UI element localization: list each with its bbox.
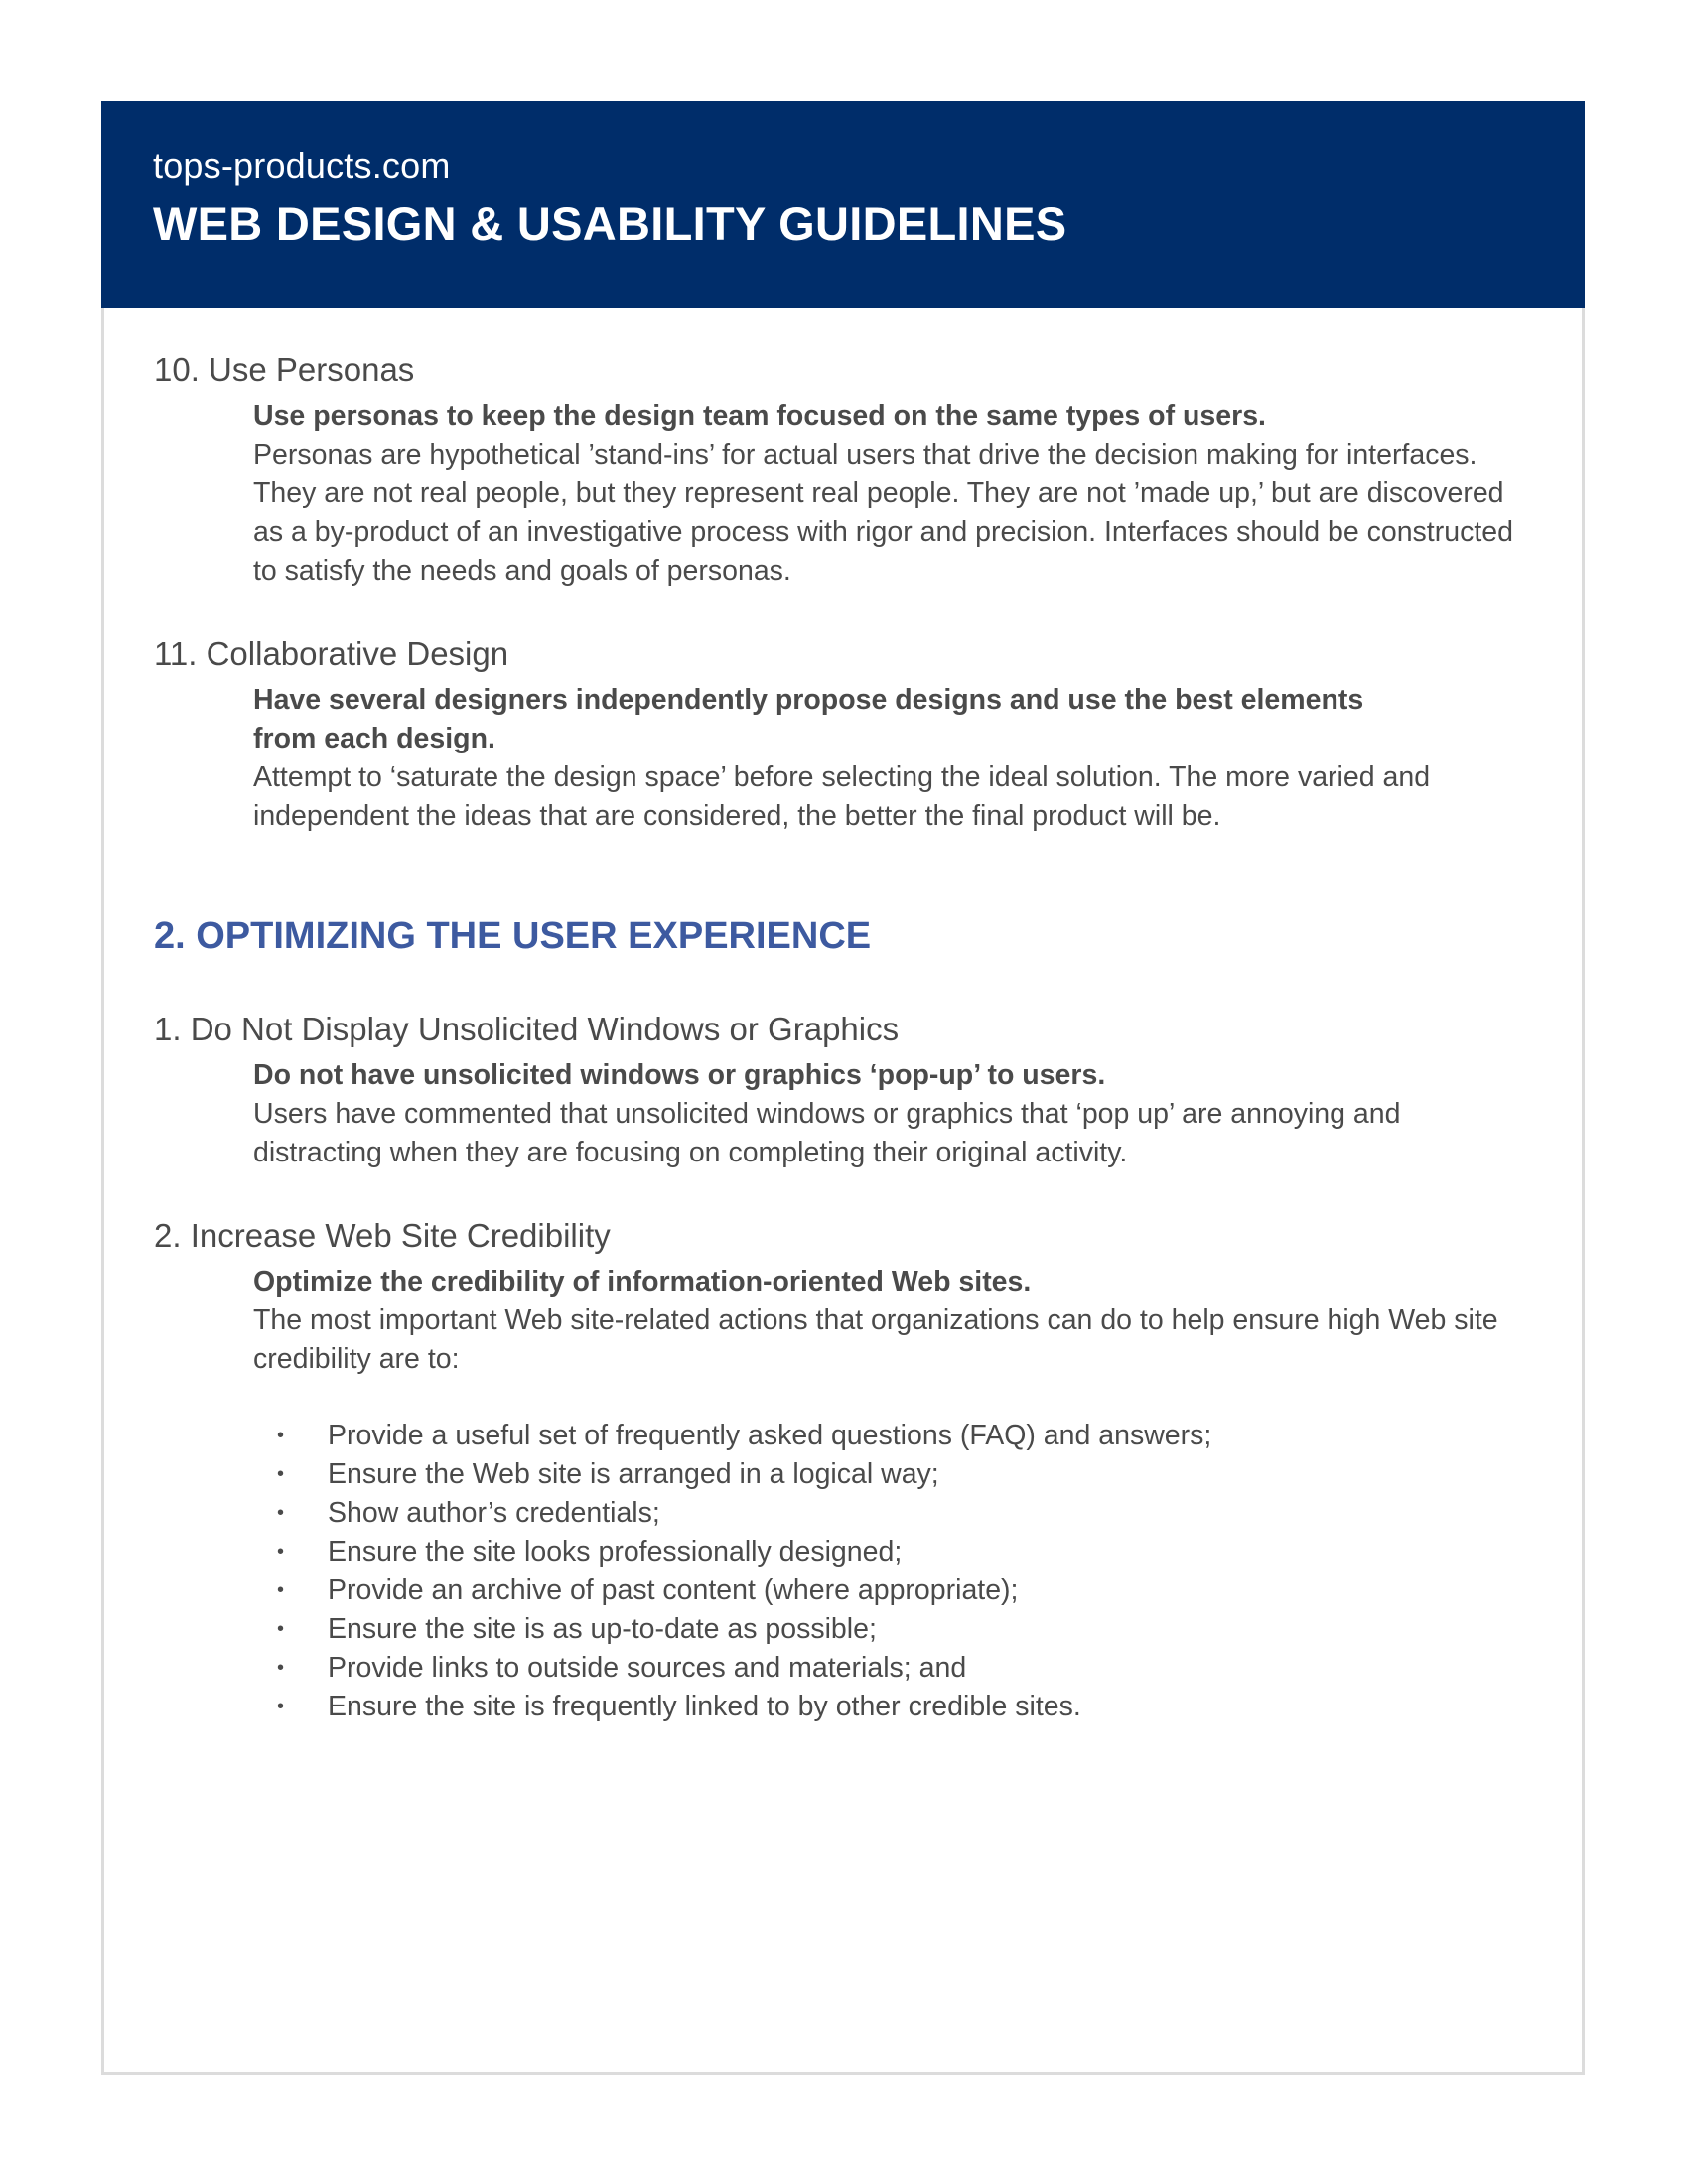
guideline-heading: 1. Do Not Display Unsolicited Windows or Graphics: [154, 1011, 900, 1047]
guideline-lead: Have several designers independently propose designs and use the best elements from each design.: [253, 684, 1364, 754]
guideline-text: Personas are hypothetical ’stand-ins’ for actual users that drive the decision making for interfaces. They are not real people, but they represent real people. They are not ’made up,’ but are discovered as a by-product of an investigative process with rigor and precision. Interfaces should be constructed to satisfy the needs and goals of personas.: [253, 439, 1513, 587]
guideline-heading: 11. Collaborative Design: [154, 635, 509, 672]
guideline-body: [253, 1263, 1514, 1379]
guideline-lead: Use personas to keep the design team focused on the same types of users.: [253, 400, 1266, 432]
bullet-icon: •: [277, 1541, 285, 1563]
section-heading: 2. OPTIMIZING THE USER EXPERIENCE: [154, 915, 872, 957]
guideline-collaborative-design: [154, 631, 1524, 836]
guideline-text: Attempt to ‘saturate the design space’ before selecting the ideal solution. The more varied and independent the ideas that are considered, the better the final product will be.: [253, 761, 1431, 832]
list-item: [253, 1533, 1524, 1571]
list-item: [253, 1494, 1524, 1533]
list-item-text: Ensure the site is as up-to-date as possible;: [328, 1613, 877, 1645]
bullet-icon: •: [277, 1463, 285, 1485]
guideline-use-personas: [154, 347, 1524, 591]
guideline-body: [253, 681, 1431, 836]
guideline-web-site-credibility: [154, 1213, 1524, 1726]
list-item-text: Ensure the Web site is arranged in a logical way;: [328, 1458, 939, 1490]
guideline-no-unsolicited-windows: [154, 1007, 1524, 1172]
guideline-text: The most important Web site-related actions that organizations can do to help ensure high Web site credibility are to:: [253, 1304, 1498, 1375]
bullet-icon: •: [277, 1502, 285, 1524]
bullet-icon: •: [277, 1696, 285, 1717]
guideline-lead: Optimize the credibility of information-oriented Web sites.: [253, 1266, 1032, 1297]
header-band: [101, 101, 1585, 308]
list-item: [253, 1571, 1524, 1610]
bullet-icon: •: [277, 1425, 285, 1446]
guideline-text: Users have commented that unsolicited windows or graphics that ‘pop up’ are annoying and distracting when they are focusing on completing their original activity.: [253, 1098, 1401, 1168]
bullet-icon: •: [277, 1657, 285, 1679]
list-item: [253, 1417, 1524, 1455]
bullet-icon: •: [277, 1618, 285, 1640]
guideline-lead: Do not have unsolicited windows or graphics ‘pop-up’ to users.: [253, 1059, 1106, 1091]
list-item: [253, 1455, 1524, 1494]
list-item-text: Ensure the site is frequently linked to by other credible sites.: [328, 1691, 1081, 1722]
site-name: tops-products.com: [153, 145, 451, 186]
guideline-body: [253, 397, 1514, 591]
guideline-body: [253, 1056, 1514, 1172]
list-item: [253, 1688, 1524, 1726]
list-item-text: Ensure the site looks professionally designed;: [328, 1536, 903, 1568]
content: [154, 347, 1524, 1726]
guideline-heading: 10. Use Personas: [154, 351, 415, 388]
bullet-icon: •: [277, 1579, 285, 1601]
list-item-text: Provide links to outside sources and materials; and: [328, 1652, 967, 1684]
list-item-text: Provide a useful set of frequently asked questions (FAQ) and answers;: [328, 1420, 1212, 1451]
credibility-actions-list: [253, 1417, 1524, 1726]
list-item-text: Provide an archive of past content (where appropriate);: [328, 1574, 1019, 1606]
list-item: [253, 1610, 1524, 1649]
list-item-text: Show author’s credentials;: [328, 1497, 660, 1529]
document-title: WEB DESIGN & USABILITY GUIDELINES: [153, 198, 1067, 250]
list-item: [253, 1649, 1524, 1688]
guideline-heading: 2. Increase Web Site Credibility: [154, 1217, 611, 1254]
